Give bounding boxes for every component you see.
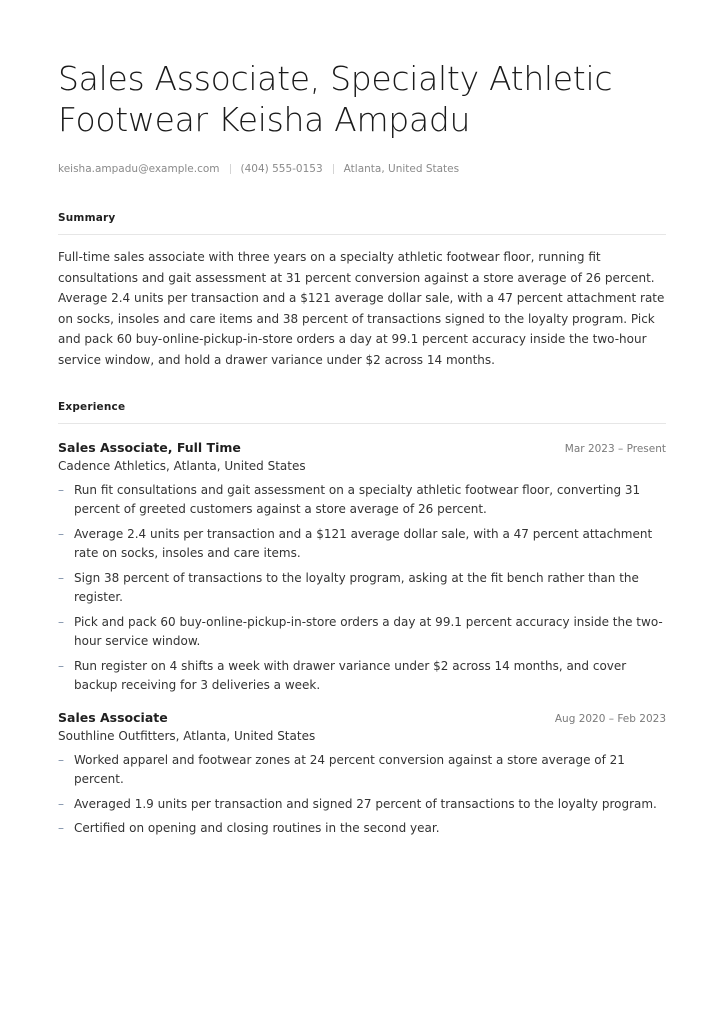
bullet-text: Averaged 1.9 units per transaction and signed 27 percent of transactions to the loyalty program. <box>74 796 657 811</box>
job-dates: Aug 2020 – Feb 2023 <box>554 712 666 725</box>
bullet-text: Average 2.4 units per transaction and a $121 average dollar sale, with a 47 percent attachment rate on socks, insoles and care items. <box>74 526 653 561</box>
job-company: Southline Outfitters, Atlanta, United States <box>58 728 316 743</box>
job-header <box>58 440 666 455</box>
bullet-text: Run register on 4 shifts a week with drawer variance under $2 across 14 months, and cover backup receiving for 3 deliveries a week. <box>74 658 627 693</box>
bullet-text: Certified on opening and closing routines in the second year. <box>74 821 440 836</box>
dash-icon: – <box>58 821 64 836</box>
resume-title: Sales Associate, Specialty Athletic Footwear Keisha Ampadu <box>58 59 613 139</box>
bullet-item <box>58 569 666 608</box>
job-title: Sales Associate <box>58 709 168 725</box>
job-company: Cadence Athletics, Atlanta, United States <box>58 458 306 473</box>
dash-icon: – <box>58 658 64 673</box>
dash-icon: – <box>58 752 64 767</box>
dash-icon: – <box>58 570 64 585</box>
contact-line <box>58 162 666 176</box>
bullet-item <box>58 481 666 520</box>
contact-divider <box>333 164 334 174</box>
bullet-item <box>58 795 666 815</box>
dash-icon: – <box>58 614 64 629</box>
bullet-item <box>58 751 666 790</box>
bullet-text: Sign 38 percent of transactions to the loyalty program, asking at the fit bench rather than the register. <box>74 570 639 605</box>
bullet-text: Worked apparel and footwear zones at 24 percent conversion against a store average of 21 percent. <box>74 752 625 787</box>
job-title: Sales Associate, Full Time <box>58 439 241 455</box>
experience-heading: Experience <box>58 401 666 424</box>
job-entry <box>58 710 666 839</box>
job-dates: Mar 2023 – Present <box>564 442 666 455</box>
bullet-item <box>58 819 666 839</box>
job-entry <box>58 440 666 696</box>
bullet-item <box>58 613 666 652</box>
job-bullets <box>58 481 666 696</box>
contact-email[interactable]: keisha.ampadu@example.com <box>58 163 220 175</box>
contact-phone[interactable]: (404) 555-0153 <box>240 163 323 175</box>
experience-section <box>58 401 666 839</box>
dash-icon: – <box>58 526 64 541</box>
summary-heading: Summary <box>58 212 666 235</box>
dash-icon: – <box>58 482 64 497</box>
contact-divider <box>230 164 231 174</box>
dash-icon: – <box>58 796 64 811</box>
contact-location: Atlanta, United States <box>343 163 460 175</box>
summary-section <box>58 212 666 371</box>
summary-text: Full-time sales associate with three years on a specialty athletic footwear floor, running fit consultations and gait assessment at 31 percent conversion against a store average of 26 percent. Average 2.4 units per transaction and a $121 average dollar sale, with a 47 percent attachment rate on socks, insoles and care items and 38 percent of transactions signed to the loyalty program. Pick and pack 60 buy-online-pickup-in-store orders a day at 99.1 percent accuracy inside the two-hour service window, and hold a drawer variance under $2 across 14 months. <box>58 250 665 367</box>
job-header <box>58 710 666 725</box>
bullet-text: Pick and pack 60 buy-online-pickup-in-store orders a day at 99.1 percent accuracy inside the two-hour service window. <box>74 614 663 649</box>
bullet-item <box>58 525 666 564</box>
bullet-text: Run fit consultations and gait assessment on a specialty athletic footwear floor, converting 31 percent of greeted customers against a store average of 26 percent. <box>74 482 641 517</box>
job-bullets <box>58 751 666 839</box>
bullet-item <box>58 657 666 696</box>
